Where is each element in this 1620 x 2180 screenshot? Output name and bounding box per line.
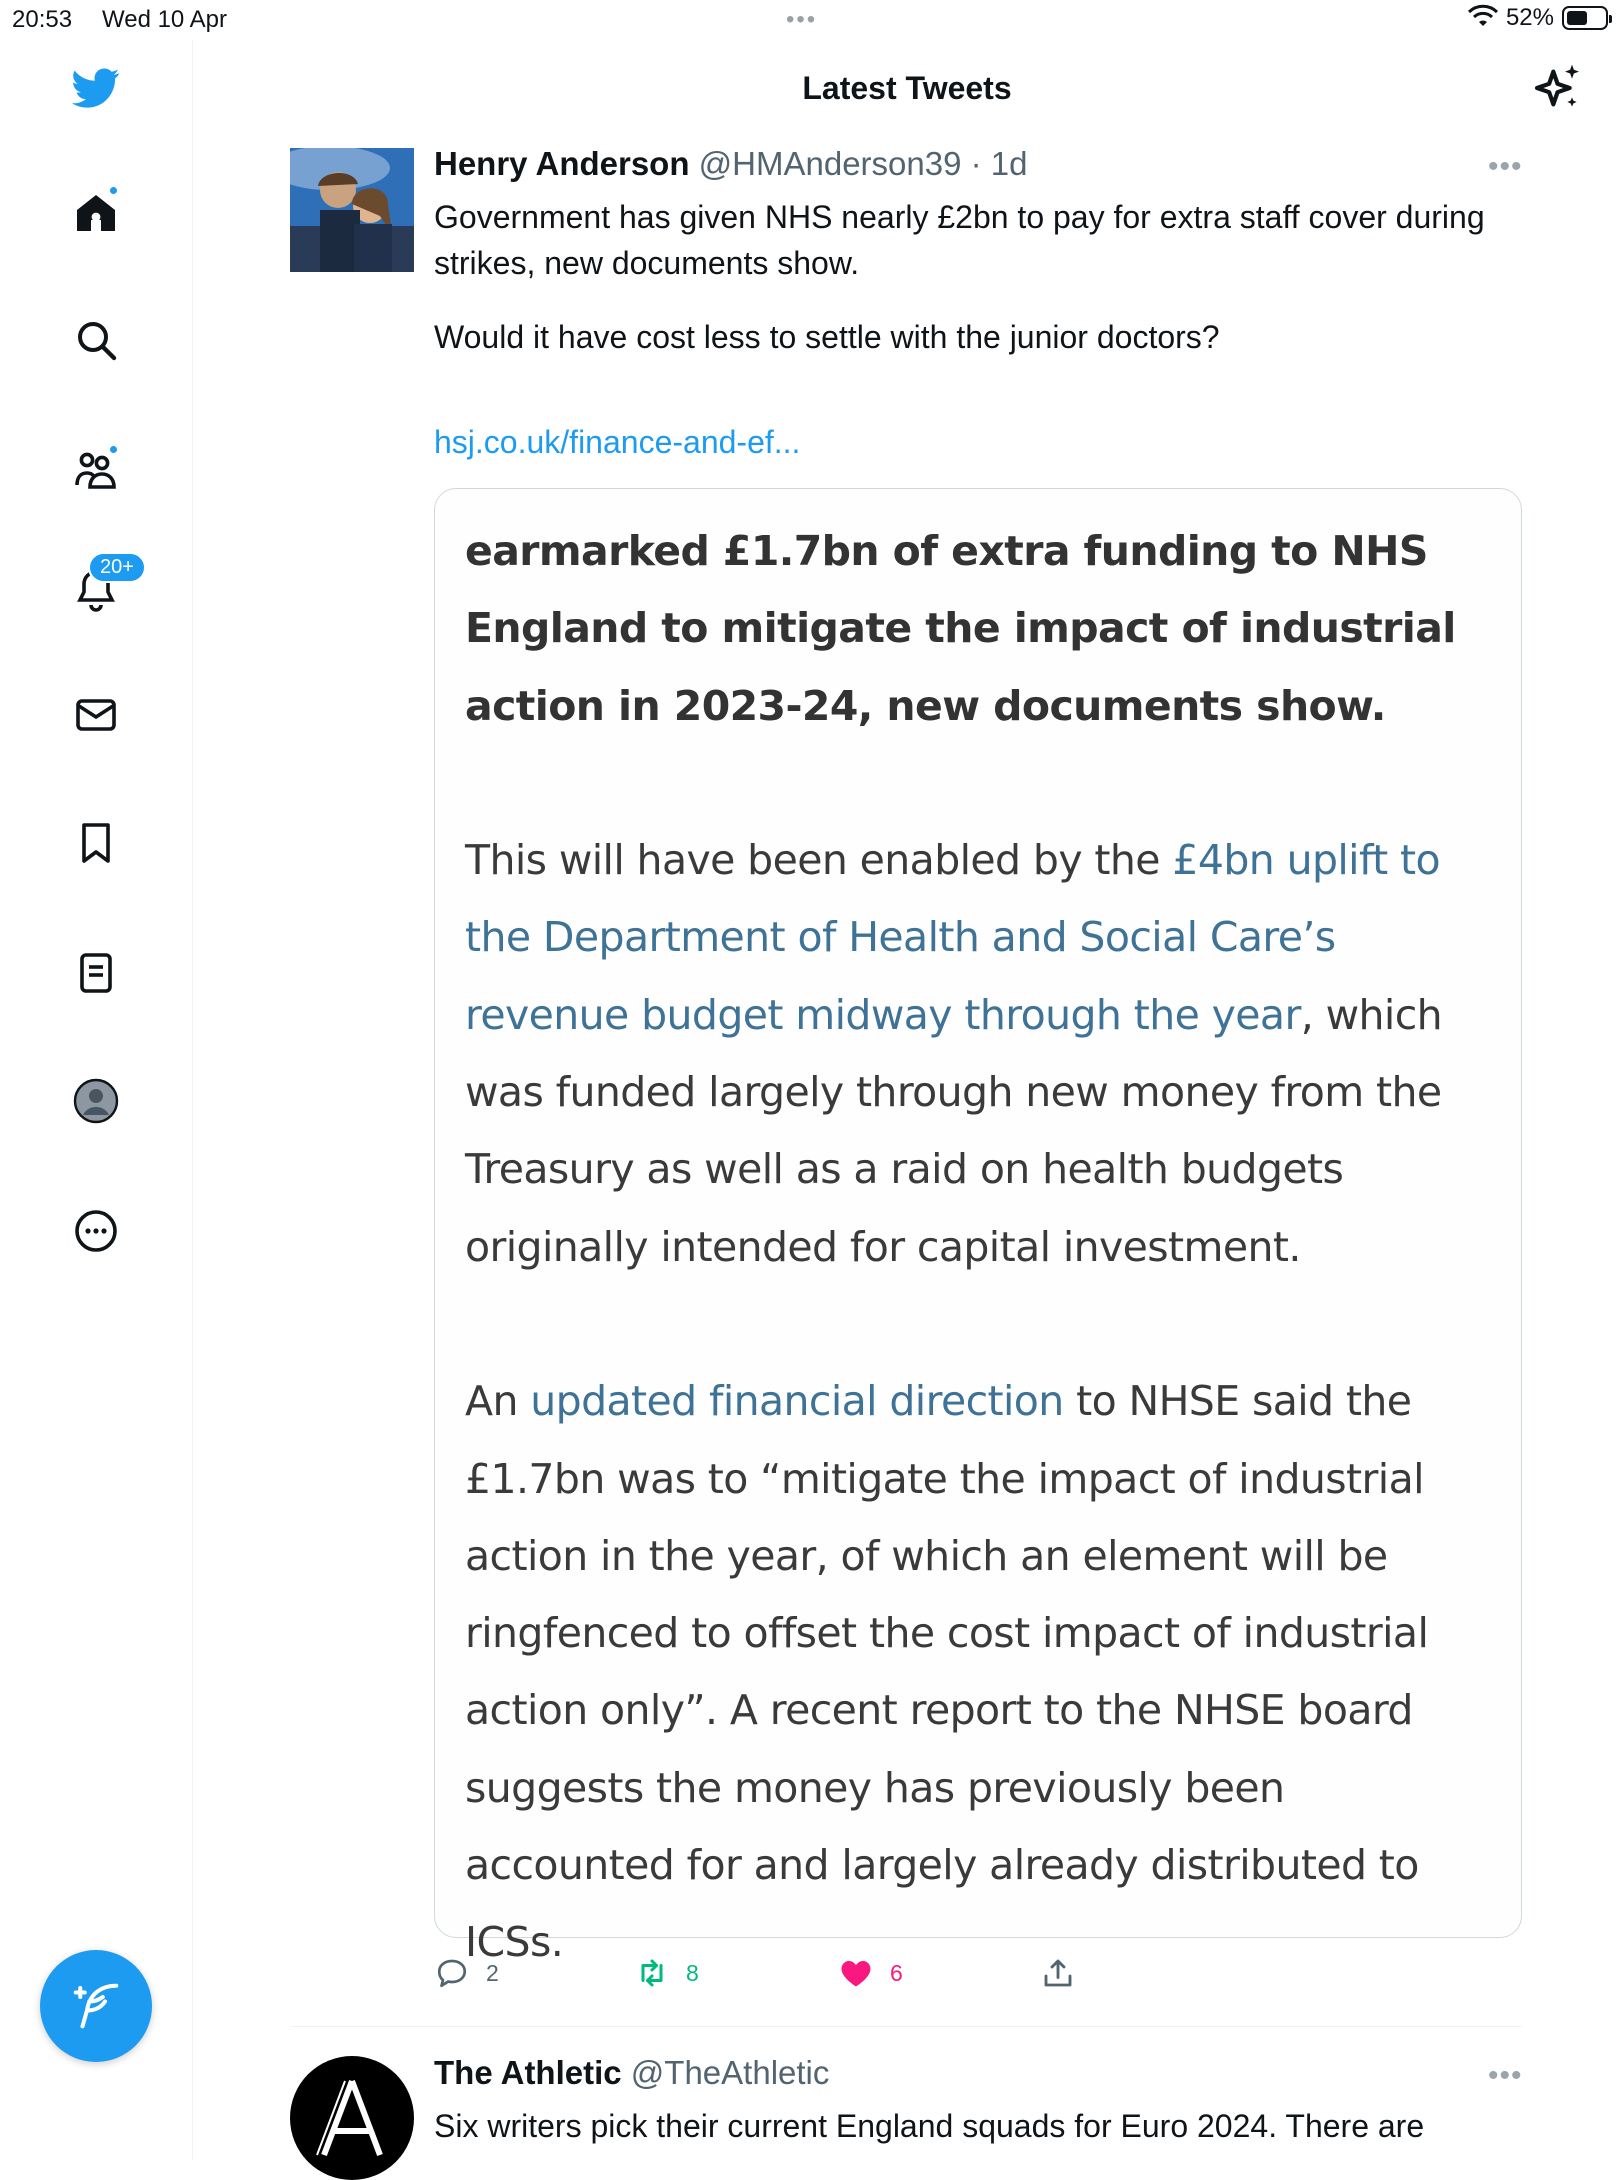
home-icon	[72, 189, 120, 237]
sidebar-item-lists[interactable]	[66, 943, 126, 1003]
tweet-author-handle[interactable]: @HMAnderson39	[698, 145, 962, 182]
home-unread-dot	[108, 185, 119, 196]
sidebar-item-notifications[interactable]	[66, 556, 134, 620]
status-time: 20:53	[12, 6, 73, 33]
bookmark-icon	[72, 819, 120, 867]
sidebar-item-home[interactable]	[66, 183, 126, 243]
sparkle-icon[interactable]	[1530, 60, 1586, 116]
tweet-divider	[290, 2026, 1522, 2027]
twitter-logo-icon[interactable]	[66, 58, 126, 118]
article-text: This will have been enabled by the	[465, 836, 1173, 885]
status-indicators	[1468, 4, 1608, 32]
tweet-header	[434, 2054, 829, 2092]
tweet-author-avatar[interactable]	[290, 148, 414, 272]
compose-feather-icon	[69, 1979, 123, 2033]
reply-count: 2	[486, 1959, 499, 1986]
heart-filled-icon	[838, 1955, 874, 1991]
retweet-icon	[634, 1955, 670, 1991]
article-link-text: updated financial direction	[530, 1377, 1064, 1426]
tweet-author-name[interactable]: The Athletic	[434, 2054, 622, 2091]
article-paragraph: earmarked £1.7bn of extra funding to NHS England to mitigate the impact of industrial action in 2023-24, new documents show.	[465, 527, 1456, 730]
list-icon	[72, 949, 120, 997]
article-paragraph	[465, 822, 1495, 1286]
tweet-header	[434, 145, 1028, 183]
reply-icon	[434, 1955, 470, 1991]
wifi-icon	[1468, 6, 1498, 30]
sidebar-item-communities[interactable]	[66, 440, 126, 500]
retweet-count: 8	[686, 1959, 699, 1986]
screenshot-article-text	[465, 513, 1495, 2059]
status-date: Wed 10 Apr	[102, 6, 227, 33]
tweet-text	[434, 194, 1494, 360]
sidebar-item-profile[interactable]	[66, 1071, 126, 1131]
tweet-timestamp[interactable]: · 1d	[970, 145, 1028, 182]
profile-avatar-icon	[72, 1077, 120, 1125]
battery-icon	[1562, 6, 1608, 30]
page-title: Latest Tweets	[802, 70, 1012, 106]
tweet-text-paragraph: Would it have cost less to settle with the junior doctors?	[434, 319, 1220, 355]
tweet-text-paragraph: Government has given NHS nearly £2bn to pay for extra staff cover during strikes, new documents show.	[434, 199, 1485, 281]
compose-tweet-button[interactable]	[40, 1950, 152, 2062]
like-count: 6	[890, 1959, 903, 1986]
sidebar-item-messages[interactable]	[66, 685, 126, 745]
article-paragraph	[465, 1363, 1495, 1981]
tweet-more-icon[interactable]: •••	[1488, 150, 1523, 183]
tweet-author-handle[interactable]: @TheAthletic	[630, 2054, 830, 2091]
tweet-author-avatar[interactable]	[290, 2056, 414, 2180]
article-text: An	[465, 1377, 531, 1426]
tweet-more-icon[interactable]: •••	[1488, 2059, 1523, 2092]
communities-unread-dot	[108, 444, 119, 455]
notifications-badge: 20+	[88, 552, 146, 583]
multitasking-dots-icon[interactable]: •••	[786, 6, 818, 33]
tweet-author-name[interactable]: Henry Anderson	[434, 145, 690, 182]
sidebar-item-more[interactable]	[66, 1201, 126, 1261]
sidebar-item-bookmarks[interactable]	[66, 813, 126, 873]
like-button[interactable]	[838, 1955, 903, 1991]
mail-icon	[72, 691, 120, 739]
share-icon	[1040, 1955, 1076, 1991]
tweet-actions	[434, 1955, 1522, 1999]
the-athletic-logo-icon	[312, 2073, 392, 2163]
share-button[interactable]	[1040, 1955, 1076, 1991]
sidebar-item-search[interactable]	[66, 310, 126, 370]
tweet-text: Six writers pick their current England squads for Euro 2024. There are	[434, 2108, 1425, 2144]
article-text: to NHSE said the £1.7bn was to “mitigate the impact of industrial action in the year, of which an element will be ringfenced to offset the cost impact of industrial action only”. A recent report to the NHSE board suggests the money has previously been accounted for and largely already distributed to ICSs.	[465, 1377, 1429, 1967]
status-bar	[0, 0, 1620, 40]
article-text: , which was funded largely through new money from the Treasury as well as a raid on health budgets originally intended for capital investment.	[465, 990, 1443, 1271]
search-icon	[72, 316, 120, 364]
battery-percent: 52%	[1505, 4, 1554, 31]
more-circle-icon	[72, 1207, 120, 1255]
reply-button[interactable]	[434, 1955, 499, 1991]
tweet-media-image[interactable]	[434, 488, 1522, 1967]
retweet-button[interactable]	[634, 1955, 699, 1991]
tweet-link[interactable]: hsj.co.uk/finance-and-ef...	[434, 424, 801, 460]
sidebar	[0, 40, 193, 2160]
article-link-text: £4bn uplift to the Department of Health and Social Care’s revenue budget midway through the year	[465, 836, 1440, 1039]
